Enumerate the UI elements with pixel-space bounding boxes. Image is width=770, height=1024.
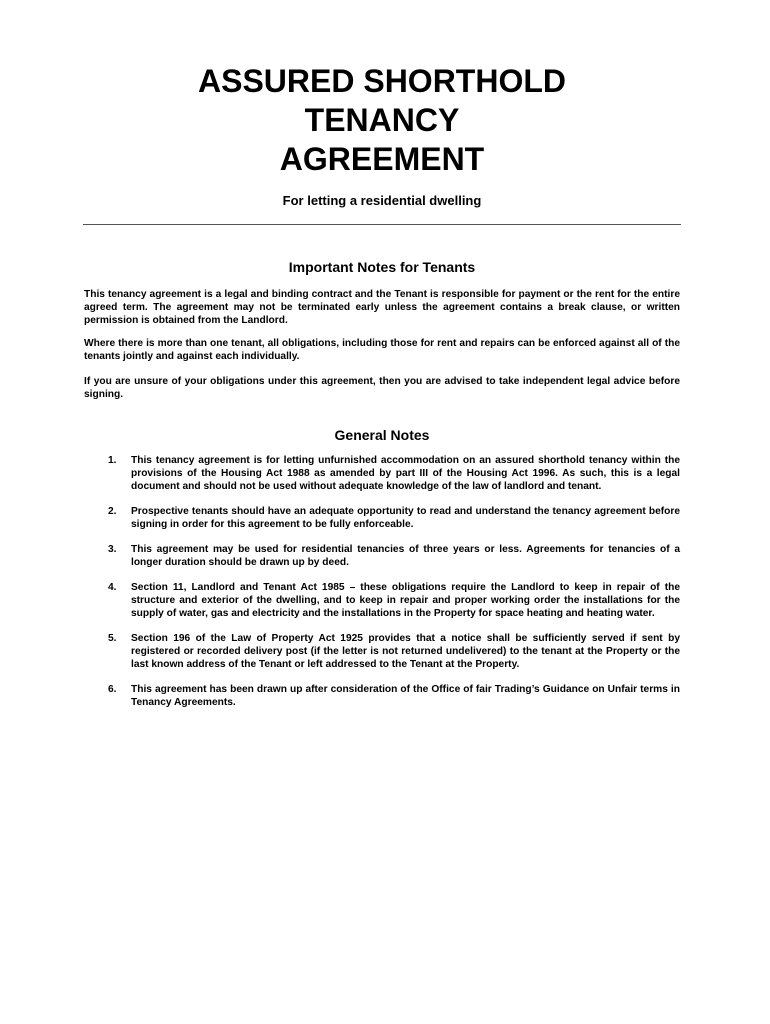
general-notes-heading: General Notes xyxy=(334,427,430,443)
general-note-item xyxy=(84,632,680,671)
title-divider xyxy=(83,224,681,225)
general-note-item xyxy=(84,454,680,493)
important-note-paragraph-3: If you are unsure of your obligations under this agreement, then you are advised to take independent legal advice before signing. xyxy=(84,376,680,400)
title-line-3: AGREEMENT xyxy=(279,141,485,177)
title-line-1: ASSURED SHORTHOLD xyxy=(197,63,566,99)
general-note-item xyxy=(84,581,680,620)
important-note-paragraph-1: This tenancy agreement is a legal and binding contract and the Tenant is responsible for payment or the rent for the entire agreed term. The agreement may not be terminated early unless the agreement contains a break clause, or written permission is obtained from the Landlord. xyxy=(84,289,680,326)
note-text: Section 196 of the Law of Property Act 1925 provides that a notice shall be sufficiently served if sent by registered or recorded delivery post (if the letter is not returned undelivered) to the tenant at the Property or the last known address of the Tenant or left addressed to the Tenant at the Property. xyxy=(131,633,680,670)
title-line-2: TENANCY xyxy=(304,102,460,138)
note-text: This agreement may be used for residential tenancies of three years or less. Agreements for tenancies of a longer duration should be drawn up by deed. xyxy=(131,544,680,568)
note-number: 3. xyxy=(108,544,117,555)
general-note-item xyxy=(84,683,680,709)
general-note-item xyxy=(84,505,680,531)
document-title xyxy=(82,62,682,179)
note-number: 4. xyxy=(108,582,117,593)
note-text: Section 11, Landlord and Tenant Act 1985 – these obligations require the Landlord to keep in repair of the structure and exterior of the dwelling, and to keep in repair and proper working order the installations for the supply of water, gas and electricity and the installations in the Property for space heating and heating water. xyxy=(131,582,680,619)
note-text: This tenancy agreement is for letting unfurnished accommodation on an assured shorthold tenancy within the provisions of the Housing Act 1988 as amended by part III of the Housing Act 1996. As such, this is a legal document and should not be used without adequate knowledge of the law of landlord and tenant. xyxy=(131,455,680,492)
note-number: 1. xyxy=(108,455,117,466)
general-note-item xyxy=(84,543,680,569)
note-number: 6. xyxy=(108,684,117,695)
note-text: This agreement has been drawn up after consideration of the Office of fair Trading’s Guidance on Unfair terms in Tenancy Agreements. xyxy=(131,684,680,708)
note-text: Prospective tenants should have an adequate opportunity to read and understand the tenancy agreement before signing in order for this agreement to be fully enforceable. xyxy=(131,506,680,530)
important-note-paragraph-2: Where there is more than one tenant, all obligations, including those for rent and repairs can be enforced against all of the tenants jointly and against each individually. xyxy=(84,338,680,362)
note-number: 2. xyxy=(108,506,117,517)
general-notes-list xyxy=(84,454,680,709)
note-number: 5. xyxy=(108,633,117,644)
important-notes-heading: Important Notes for Tenants xyxy=(288,259,476,275)
document-subtitle: For letting a residential dwelling xyxy=(282,193,482,208)
